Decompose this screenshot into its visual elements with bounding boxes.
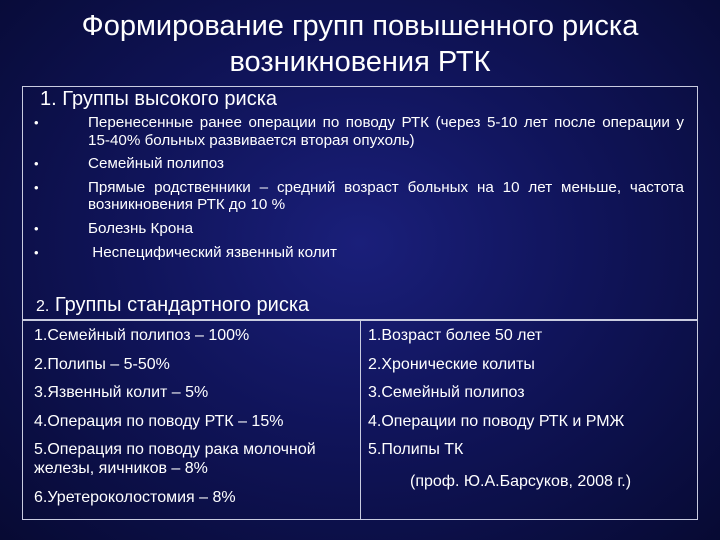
list-item: • Неспецифический язвенный колит — [34, 243, 337, 261]
list-item: • Семейный полипоз — [34, 155, 224, 173]
list-item: 5.Операция по поводу рака молочной железы, яичников – 8% — [34, 441, 316, 477]
list-item: 4.Операция по поводу РТК – 15% — [34, 412, 284, 430]
column-divider — [360, 320, 361, 520]
list-item: • Болезнь Крона — [34, 219, 194, 237]
bullet-icon: • — [34, 179, 39, 195]
standard-risk-left-column — [34, 326, 354, 516]
list-item: 5.Полипы ТК — [368, 441, 464, 458]
bullet-icon: • — [34, 156, 39, 172]
citation: (проф. Ю.А.Барсуков, 2008 г.) — [410, 473, 632, 490]
bullet-icon: • — [34, 220, 39, 236]
standard-risk-heading: 2. Группы стандартного риска — [36, 294, 310, 316]
bullet-icon: • — [34, 115, 39, 130]
high-risk-heading: 1. Группы высокого риска — [40, 88, 278, 110]
list-item: • Прямые родственники – средний возраст больных на 10 лет меньше, частота возникновения РТК до 10 % — [34, 178, 684, 214]
list-item: 3.Семейный полипоз — [368, 384, 525, 401]
high-risk-list — [28, 114, 684, 267]
list-item: • Перенесенные ранее операции по поводу РТК (через 5-10 лет после операции у 15-40% больных развивается вторая опухоль) — [34, 114, 684, 149]
list-item: 1.Семейный полипоз – 100% — [34, 327, 250, 344]
list-item: 2.Полипы – 5-50% — [34, 355, 170, 373]
list-item: 3.Язвенный колит – 5% — [34, 384, 209, 401]
standard-risk-right-column — [368, 326, 694, 469]
list-item: 2.Хронические колиты — [368, 355, 535, 373]
bullet-icon: • — [34, 244, 39, 260]
list-item: 6.Уретероколостомия – 8% — [34, 488, 236, 506]
list-item: 4.Операции по поводу РТК и РМЖ — [368, 412, 625, 430]
slide-title: Формирование групп повышенного риска возникновения РТК — [81, 10, 639, 78]
list-item: 1.Возраст более 50 лет — [368, 327, 543, 344]
